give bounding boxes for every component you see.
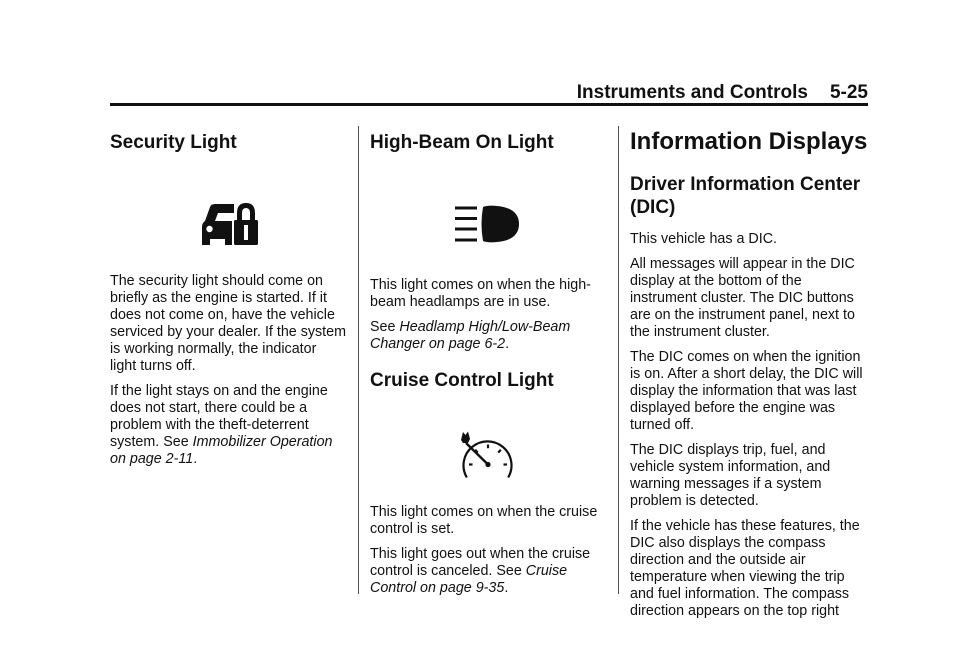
dic-paragraph-1: This vehicle has a DIC. [630, 231, 777, 248]
information-displays-heading: Information Displays [630, 128, 868, 155]
security-paragraph-2: If the light stays on and the engine does not start, there could be a problem with the theft-deterrent system. See Immobilizer Operation on page 2-11. [110, 382, 333, 467]
section-title: Instruments and Controls [576, 82, 808, 103]
column-high-beam-cruise [370, 126, 606, 605]
running-head [577, 82, 868, 104]
page-number: 5-25 [829, 82, 868, 103]
high-beam-icon [453, 205, 523, 243]
headlamp-changer-reference: Headlamp High/Low-Beam Changer on page 6-2 [370, 318, 571, 352]
cruise-control-icon [457, 430, 519, 484]
dic-heading: Driver Information Center (DIC) [630, 173, 861, 218]
column-information-displays [630, 126, 870, 628]
column-divider [618, 126, 619, 594]
column-divider [358, 126, 359, 594]
header-rule [110, 103, 868, 106]
cruise-paragraph-1: This light comes on when the cruise control is set. [370, 503, 598, 537]
cruise-paragraph-2: This light goes out when the cruise control is canceled. See Cruise Control on page 9-35. [370, 545, 591, 596]
security-paragraph-1: The security light should come on briefly as the engine is started. If it does not come on, have the vehicle serviced by your dealer. If the system is working normally, the indicator light turns off. [110, 272, 347, 374]
security-light-heading: Security Light [110, 132, 237, 153]
dic-paragraph-3: The DIC comes on when the ignition is on. After a short delay, the DIC will display the information that was last displayed before the engine was turned off. [630, 349, 863, 434]
cruise-control-reference: Cruise Control on page 9-35 [370, 562, 568, 596]
column-security [110, 126, 346, 476]
dic-paragraph-5: If the vehicle has these features, the DIC also displays the compass direction and the outside air temperature when viewing the trip and fuel information. The compass direction appears on the top right [630, 518, 860, 620]
high-beam-paragraph-2: See Headlamp High/Low-Beam Changer on page 6-2. [370, 318, 571, 352]
immobilizer-reference: Immobilizer Operation on page 2-11 [110, 433, 333, 467]
cruise-control-heading: Cruise Control Light [370, 369, 554, 391]
dic-paragraph-2: All messages will appear in the DIC display at the bottom of the instrument cluster. The DIC buttons are on the instrument panel, next to the instrument cluster. [630, 256, 855, 341]
high-beam-heading: High-Beam On Light [370, 132, 554, 153]
dic-paragraph-4: The DIC displays trip, fuel, and vehicle system information, and warning messages if a system problem is detected. [630, 442, 831, 510]
security-light-icon [198, 199, 258, 249]
high-beam-paragraph-1: This light comes on when the high-beam headlamps are in use. [370, 276, 591, 310]
